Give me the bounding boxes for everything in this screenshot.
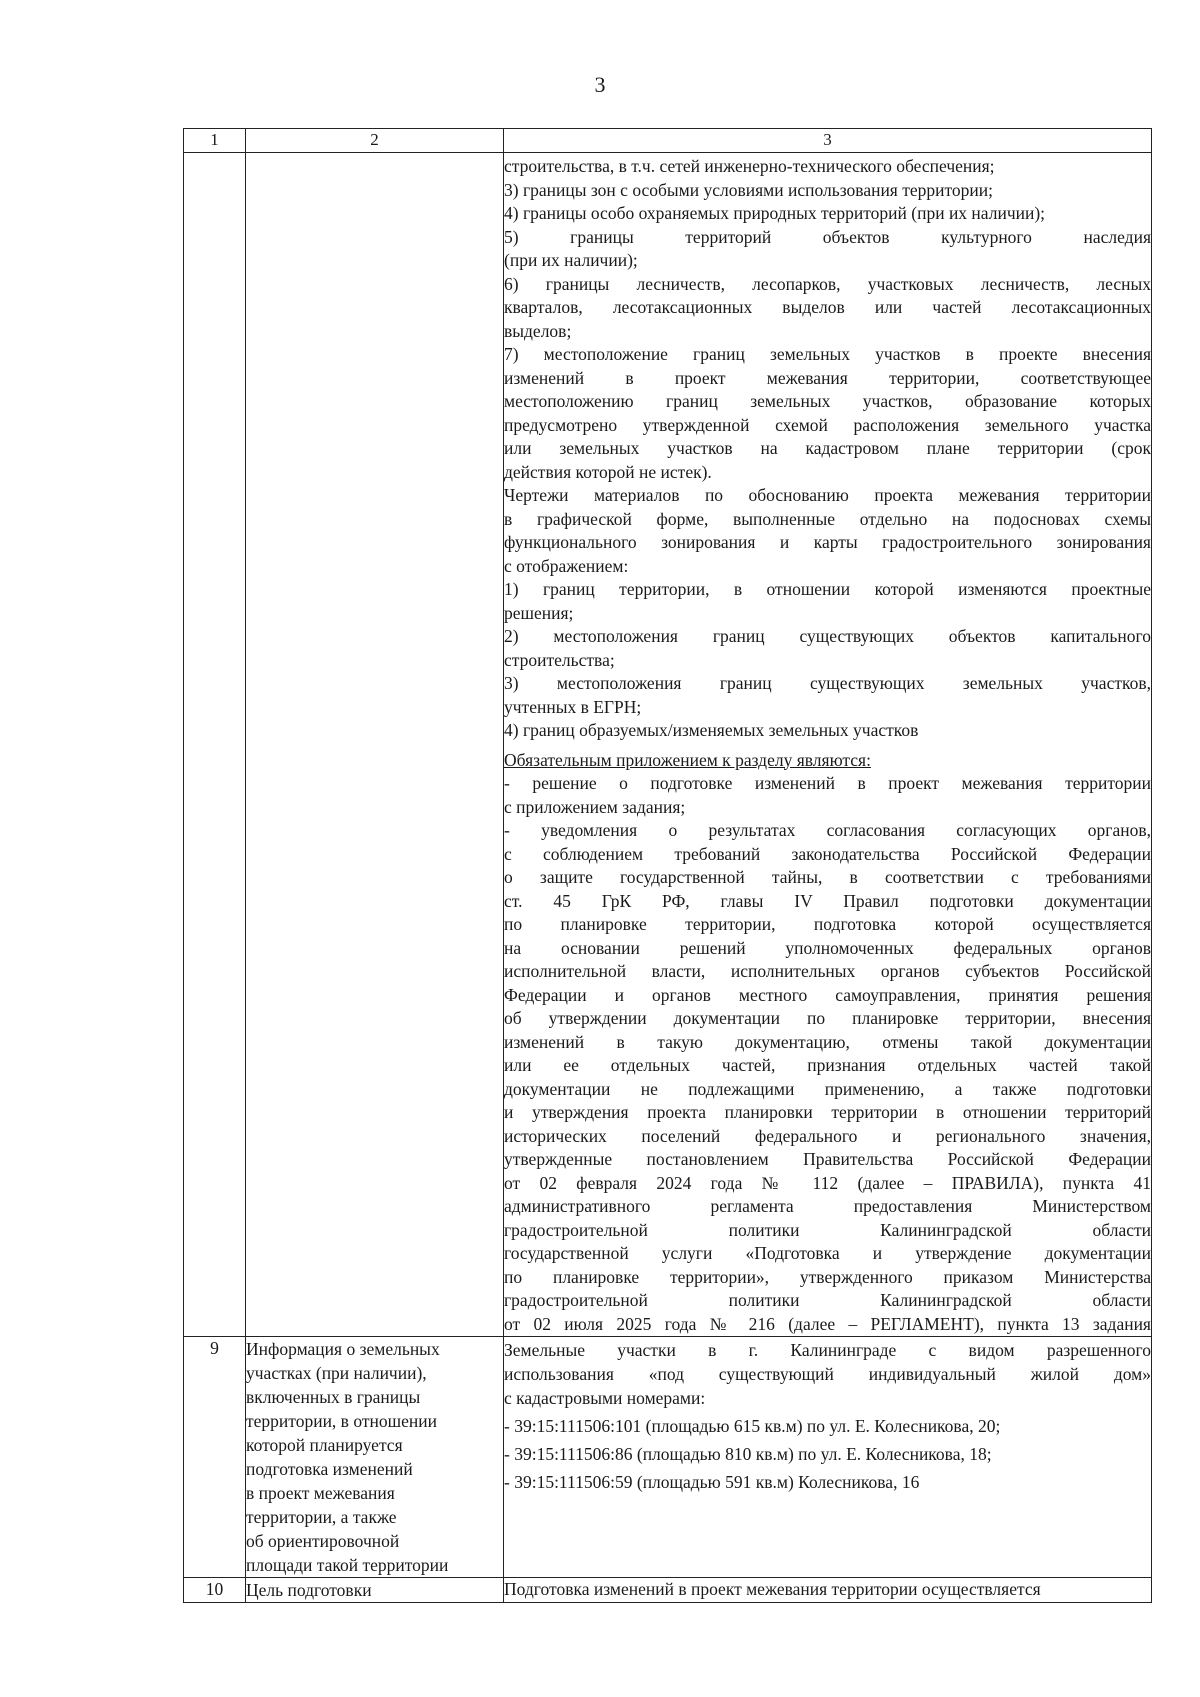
appendix-line: Федерации и органов местного самоуправления, принятия решения xyxy=(504,984,1151,1005)
row-label xyxy=(246,1337,504,1578)
appendix-line: по планировке территории», утвержденного приказом Министерства xyxy=(504,1266,1151,1287)
content-line: 6) границы лесничеств, лесопарков, участковых лесничеств, лесных xyxy=(504,273,1151,294)
appendix-line: градостроительной политики Калининградской области xyxy=(504,1290,1151,1310)
content-line: решения; xyxy=(504,602,574,623)
appendix-line: документации не подлежащими применению, а также подготовки xyxy=(504,1078,1151,1099)
content-line: 2) местоположения границ существующих объектов капитального xyxy=(504,626,1151,646)
appendix-line: утвержденные постановлением Правительства Российской Федерации xyxy=(504,1149,1151,1169)
appendix-line: ст. 45 ГрК РФ, главы IV Правил подготовки документации xyxy=(504,890,1151,911)
appendix-line: - решение о подготовке изменений в проект межевания территории xyxy=(504,773,1151,793)
row-label-line: об ориентировочной xyxy=(246,1531,400,1551)
content-line: предусмотрено утвержденной схемой расположения земельного участка xyxy=(504,414,1151,435)
appendix-line: об утверждении документации по планировке территории, внесения xyxy=(504,1008,1151,1028)
row-label-line: участках (при наличии), xyxy=(246,1363,427,1383)
row-label-line: в проект межевания xyxy=(246,1483,395,1503)
header-cell-2: 2 xyxy=(246,129,504,153)
row-label: Цель подготовки xyxy=(246,1578,504,1603)
appendix-line: исполнительной власти, исполнительных органов субъектов Российской xyxy=(504,961,1151,981)
content-line: 3) границы зон с особыми условиями использования территории; xyxy=(504,179,994,200)
content-line: с отображением: xyxy=(504,555,629,576)
content-line: Подготовка изменений в проект межевания территории осуществляется xyxy=(504,1579,1041,1599)
appendix-line: на основании решений уполномоченных федеральных органов xyxy=(504,937,1151,958)
table-row-9 xyxy=(184,1337,1152,1578)
content-line: Чертежи материалов по обоснованию проекта межевания территории xyxy=(504,485,1151,505)
appendix-line: о защите государственной тайны, в соответствии с требованиями xyxy=(504,867,1151,887)
cadastral-item: - 39:15:111506:101 (площадью 615 кв.м) по ул. Е. Колесникова, 20; xyxy=(504,1416,1001,1436)
table-header-row xyxy=(184,129,1152,153)
appendix-line: по планировке территории, подготовка которой осуществляется xyxy=(504,914,1151,934)
content-line: строительства, в т.ч. сетей инженерно-технического обеспечения; xyxy=(504,156,995,176)
content-line: 4) границ образуемых/изменяемых земельных участков xyxy=(504,720,919,740)
row-label-line: подготовка изменений xyxy=(246,1459,413,1479)
content-line: 3) местоположения границ существующих земельных участков, xyxy=(504,673,1151,693)
cadastral-item: - 39:15:111506:86 (площадью 810 кв.м) по ул. Е. Колесникова, 18; xyxy=(504,1444,992,1464)
row-label-empty xyxy=(246,153,504,1337)
content-line: в графической форме, выполненные отдельно на подосновах схемы xyxy=(504,508,1151,529)
content-line: или земельных участков на кадастровом плане территории (срок xyxy=(504,438,1151,458)
content-line: кварталов, лесотаксационных выделов или частей лесотаксационных xyxy=(504,297,1151,317)
table-row-continuation xyxy=(184,153,1152,1337)
row-label-line: включенных в границы xyxy=(246,1387,421,1407)
content-line: выделов; xyxy=(504,320,572,341)
page-number: 3 xyxy=(594,72,606,97)
content-line: строительства; xyxy=(504,649,615,670)
appendix-line: изменений в такую документацию, отмены такой документации xyxy=(504,1031,1151,1052)
appendix-line: государственной услуги «Подготовка и утверждение документации xyxy=(504,1243,1151,1263)
row-label-line: которой планируется xyxy=(246,1435,403,1455)
row-label-line: Информация о земельных xyxy=(246,1339,440,1359)
content-line: функционального зонирования и карты градостроительного зонирования xyxy=(504,532,1151,552)
appendix-line: исторических поселений федерального и регионального значения, xyxy=(504,1125,1151,1146)
content-line: 5) границы территорий объектов культурного наследия xyxy=(504,226,1151,247)
appendix-line: от 02 июля 2025 года № 216 (далее – РЕГЛАМЕНТ), пункта 13 задания xyxy=(504,1313,1151,1334)
content-line: с кадастровыми номерами: xyxy=(504,1388,706,1408)
row-content xyxy=(504,1578,1152,1603)
specification-table xyxy=(183,128,1152,1603)
appendix-line: градостроительной политики Калининградской области xyxy=(504,1219,1151,1240)
content-line: 1) границ территории, в отношении которой изменяются проектные xyxy=(504,579,1151,599)
header-cell-1: 1 xyxy=(184,129,246,153)
content-line: использования «под существующий индивидуальный жилой дом» xyxy=(504,1364,1151,1384)
appendix-line: и утверждения проекта планировки территории в отношении территорий xyxy=(504,1102,1151,1122)
table-row-10 xyxy=(184,1578,1152,1603)
appendix-line: - уведомления о результатах согласования согласующих органов, xyxy=(504,820,1151,840)
content-line: 4) границы особо охраняемых природных территорий (при их наличии); xyxy=(504,203,1046,223)
content-line: Земельные участки в г. Калининграде с видом разрешенного xyxy=(504,1340,1151,1360)
row-number-empty xyxy=(184,153,246,1337)
content-line: (при их наличии); xyxy=(504,250,638,270)
content-line: учтенных в ЕГРН; xyxy=(504,696,642,717)
content-line: местоположению границ земельных участков, образование которых xyxy=(504,391,1151,411)
content-line: 7) местоположение границ земельных участков в проекте внесения xyxy=(504,344,1151,364)
row-number: 9 xyxy=(184,1337,246,1578)
header-cell-3: 3 xyxy=(504,129,1152,153)
content-line: изменений в проект межевания территории, соответствующее xyxy=(504,367,1151,388)
row-label-line: площади такой территории xyxy=(246,1555,449,1575)
appendix-line: административного регламента предоставления Министерством xyxy=(504,1196,1151,1216)
content-line: действия которой не истек). xyxy=(504,461,712,482)
appendix-line: с приложением задания; xyxy=(504,796,686,817)
row-content-continuation xyxy=(504,153,1152,1337)
cadastral-item: - 39:15:111506:59 (площадью 591 кв.м) Колесникова, 16 xyxy=(504,1472,920,1492)
row-label-line: территории, в отношении xyxy=(246,1411,437,1431)
row-content xyxy=(504,1337,1152,1578)
appendix-title: Обязательным приложением к разделу являются: xyxy=(504,749,871,770)
appendix-line: с соблюдением требований законодательства Российской Федерации xyxy=(504,843,1151,864)
appendix-line: от 02 февраля 2024 года № 112 (далее – ПРАВИЛА), пункта 41 xyxy=(504,1172,1151,1193)
appendix-line: или ее отдельных частей, признания отдельных частей такой xyxy=(504,1055,1151,1075)
row-label-line: территории, а также xyxy=(246,1507,397,1527)
row-number: 10 xyxy=(184,1578,246,1603)
